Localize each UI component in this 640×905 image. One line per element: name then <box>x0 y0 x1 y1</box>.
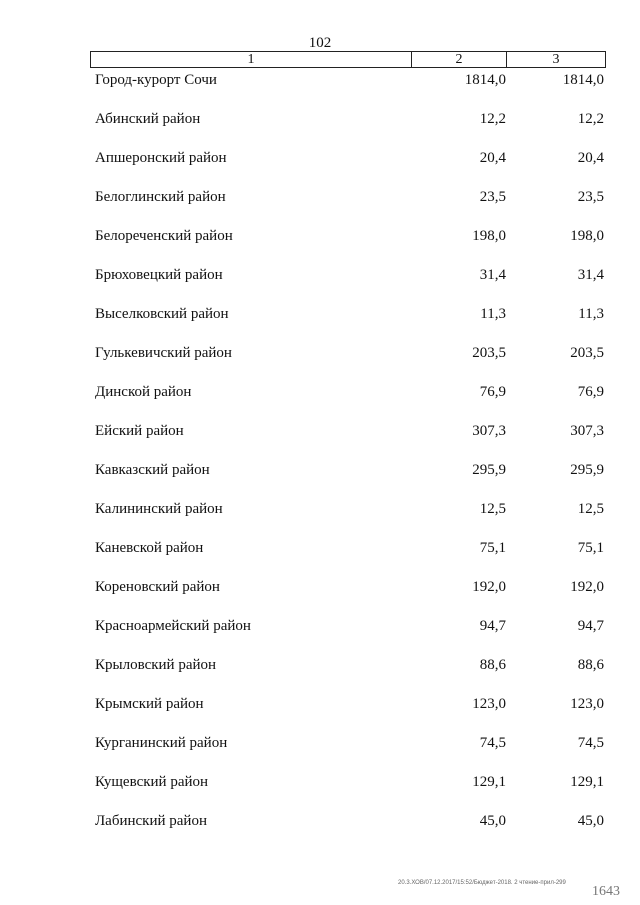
document-stamp: 20.3.ХОВ/07.12.2017/15:52/Бюджет-2018. 2 чтение-прил-299 <box>398 880 566 886</box>
district-name: Лабинский район <box>95 813 207 829</box>
district-name: Динской район <box>95 384 192 400</box>
district-name: Брюховецкий район <box>95 267 223 283</box>
value-column-2: 307,3 <box>472 423 506 439</box>
sheet-number: 1643 <box>592 884 620 899</box>
table-row <box>95 343 606 363</box>
district-name: Выселковский район <box>95 306 229 322</box>
table-row <box>95 265 606 285</box>
value-column-2: 76,9 <box>479 384 506 400</box>
value-column-3: 12,2 <box>577 111 604 127</box>
value-column-2: 11,3 <box>480 306 506 322</box>
district-name: Кореновский район <box>95 579 220 595</box>
page-number: 102 <box>308 35 332 51</box>
value-column-2: 1814,0 <box>464 72 506 88</box>
value-column-2: 198,0 <box>472 228 506 244</box>
value-column-2: 74,5 <box>479 735 506 751</box>
column-3-header: 3 <box>552 52 560 67</box>
value-column-3: 123,0 <box>570 696 604 712</box>
value-column-2: 12,2 <box>479 111 506 127</box>
table-row <box>95 499 606 519</box>
table-row <box>95 70 606 90</box>
value-column-2: 75,1 <box>479 540 506 556</box>
column-2-header: 2 <box>412 52 507 67</box>
value-column-3: 94,7 <box>577 618 604 634</box>
value-column-3: 198,0 <box>570 228 604 244</box>
district-name: Кавказский район <box>95 462 210 478</box>
district-name: Красноармейский район <box>95 618 251 634</box>
value-column-2: 203,5 <box>472 345 506 361</box>
district-name: Каневской район <box>95 540 204 556</box>
table-row <box>95 733 606 753</box>
district-name: Крымский район <box>95 696 204 712</box>
value-column-3: 31,4 <box>577 267 604 283</box>
table-row <box>95 694 606 714</box>
table-row <box>95 577 606 597</box>
value-column-2: 12,5 <box>479 501 506 517</box>
value-column-3: 192,0 <box>570 579 604 595</box>
table-row <box>95 226 606 246</box>
table-row <box>95 460 606 480</box>
value-column-3: 12,5 <box>577 501 604 517</box>
district-name: Город-курорт Сочи <box>95 72 217 88</box>
value-column-3: 203,5 <box>570 345 604 361</box>
district-name: Кущевский район <box>95 774 209 790</box>
value-column-2: 23,5 <box>479 189 506 205</box>
table-row <box>95 616 606 636</box>
value-column-3: 295,9 <box>570 462 604 478</box>
value-column-3: 23,5 <box>577 189 604 205</box>
value-column-2: 192,0 <box>472 579 506 595</box>
value-column-2: 129,1 <box>472 774 506 790</box>
column-1-header: 1 <box>91 52 412 67</box>
table-row <box>95 538 606 558</box>
table-header <box>90 51 606 68</box>
value-column-3: 11,3 <box>578 306 604 322</box>
table-row <box>95 187 606 207</box>
value-column-3: 129,1 <box>570 774 604 790</box>
district-name: Курганинский район <box>95 735 228 751</box>
value-column-3: 20,4 <box>577 150 604 166</box>
district-name: Гулькевичский район <box>95 345 232 361</box>
value-column-2: 20,4 <box>479 150 506 166</box>
value-column-3: 75,1 <box>577 540 604 556</box>
table-row <box>95 304 606 324</box>
district-name: Крыловский район <box>95 657 217 673</box>
value-column-2: 88,6 <box>479 657 506 673</box>
value-column-3: 74,5 <box>577 735 604 751</box>
district-name: Абинский район <box>95 111 201 127</box>
value-column-3: 76,9 <box>577 384 604 400</box>
table-row <box>95 109 606 129</box>
value-column-2: 31,4 <box>479 267 506 283</box>
district-name: Белоглинский район <box>95 189 226 205</box>
value-column-2: 295,9 <box>472 462 506 478</box>
district-name: Апшеронский район <box>95 150 227 166</box>
value-column-2: 94,7 <box>479 618 506 634</box>
value-column-3: 88,6 <box>577 657 604 673</box>
table-row <box>95 421 606 441</box>
value-column-3: 1814,0 <box>562 72 604 88</box>
district-name: Белореченский район <box>95 228 233 244</box>
table-row <box>95 772 606 792</box>
value-column-2: 123,0 <box>472 696 506 712</box>
value-column-3: 307,3 <box>570 423 604 439</box>
value-column-2: 45,0 <box>479 813 506 829</box>
district-name: Ейский район <box>95 423 184 439</box>
table-row <box>95 148 606 168</box>
value-column-3: 45,0 <box>577 813 604 829</box>
table-row <box>95 382 606 402</box>
district-name: Калининский район <box>95 501 223 517</box>
table-row <box>95 811 606 831</box>
table-row <box>95 655 606 675</box>
